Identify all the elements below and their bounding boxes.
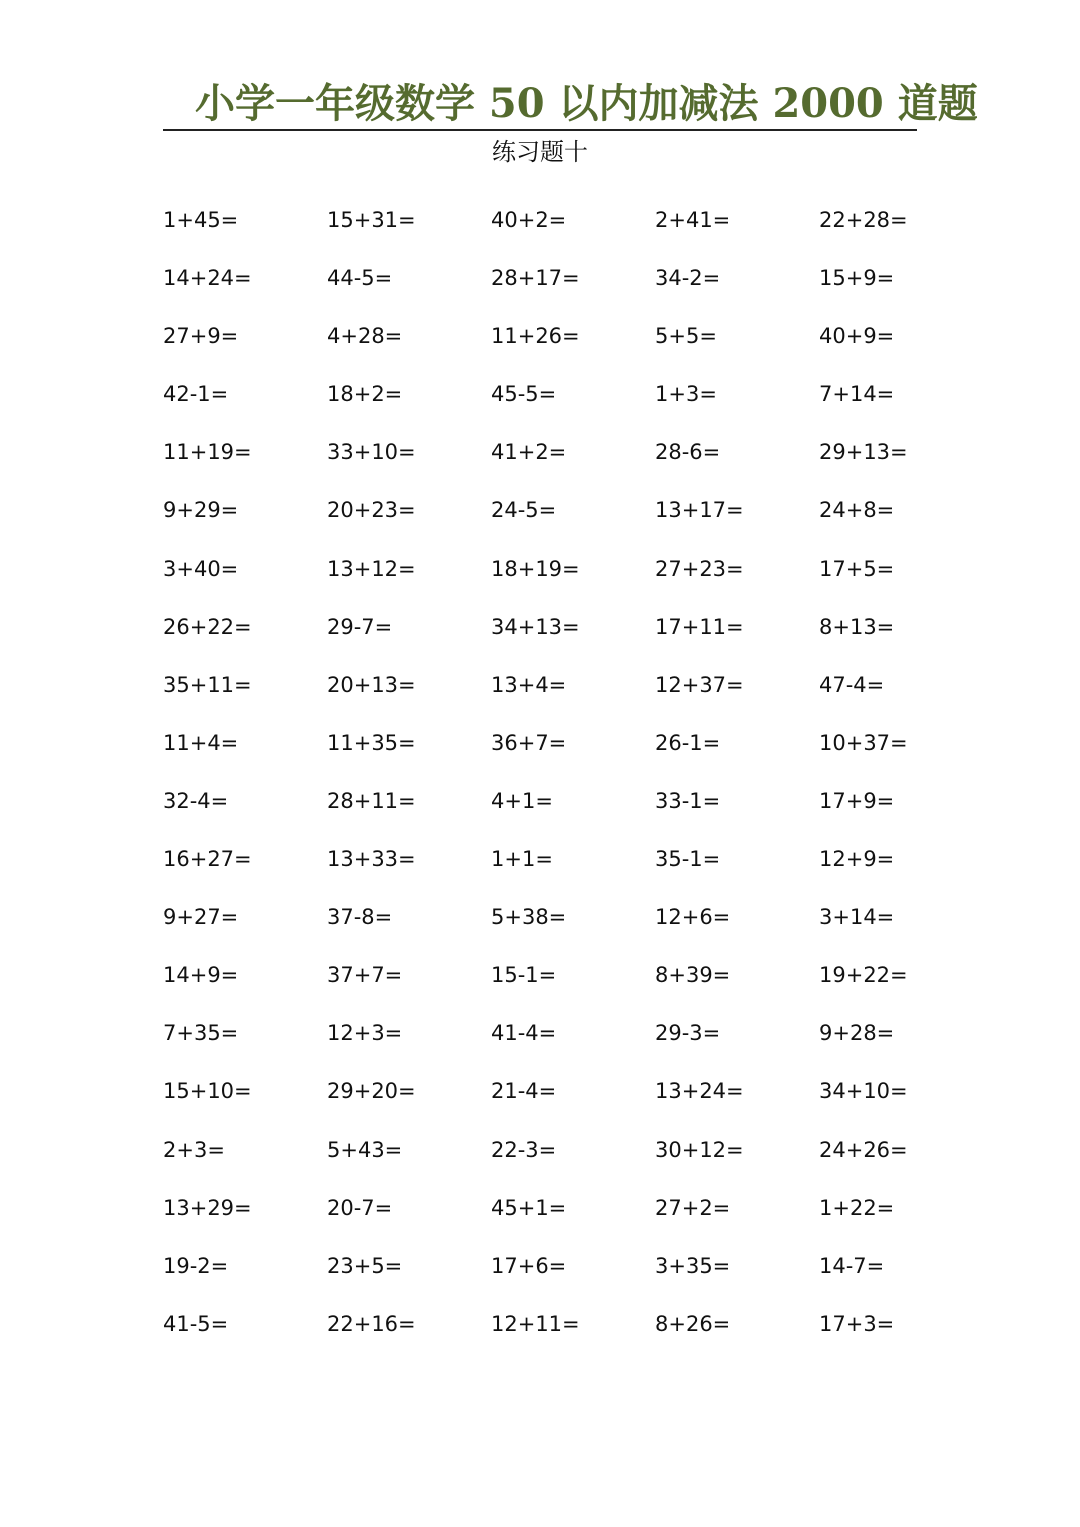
math-problem: 17+9=: [819, 788, 895, 813]
math-problem: 19-2=: [163, 1253, 229, 1278]
problem-row: [163, 373, 983, 431]
math-problem: 15-1=: [491, 963, 557, 988]
math-problem: 9+28=: [819, 1021, 895, 1046]
math-problem: 13+29=: [163, 1195, 252, 1220]
math-problem: 45+1=: [491, 1195, 567, 1220]
math-problem: 15+10=: [163, 1079, 252, 1104]
math-problem: 15+31=: [327, 208, 416, 232]
title-underline: [163, 129, 917, 131]
math-problem: 47-4=: [819, 672, 885, 697]
math-problem: 26+22=: [163, 614, 252, 639]
problem-row: [163, 896, 983, 954]
math-problem: 12+11=: [491, 1311, 580, 1336]
math-problem: 19+22=: [819, 963, 908, 988]
math-problem: 18+19=: [491, 556, 580, 581]
math-problem: 28+17=: [491, 266, 580, 291]
math-problem: 45-5=: [491, 382, 557, 407]
math-problem: 22+28=: [819, 208, 908, 232]
problem-row: [163, 1129, 983, 1187]
math-problem: 11+19=: [163, 440, 252, 465]
math-problem: 7+14=: [819, 382, 895, 407]
problem-row: [163, 1303, 983, 1361]
math-problem: 4+1=: [491, 788, 553, 813]
math-problem: 13+33=: [327, 847, 416, 872]
math-problem: 32-4=: [163, 788, 229, 813]
math-problem: 14-7=: [819, 1253, 885, 1278]
problem-row: [163, 954, 983, 1012]
math-problem: 41-4=: [491, 1021, 557, 1046]
math-problem: 18+2=: [327, 382, 403, 407]
math-problem: 15+9=: [819, 266, 895, 291]
math-problem: 13+17=: [655, 498, 744, 523]
math-problem: 5+38=: [491, 905, 567, 930]
math-problem: 29+20=: [327, 1079, 416, 1104]
problem-grid: [163, 199, 983, 1361]
problem-row: [163, 606, 983, 664]
math-problem: 17+6=: [491, 1253, 567, 1278]
math-problem: 2+3=: [163, 1137, 225, 1162]
math-problem: 44-5=: [327, 266, 393, 291]
math-problem: 34+10=: [819, 1079, 908, 1104]
math-problem: 29-3=: [655, 1021, 721, 1046]
problem-row: [163, 315, 983, 373]
math-problem: 11+35=: [327, 730, 416, 755]
math-problem: 27+23=: [655, 556, 744, 581]
math-problem: 29+13=: [819, 440, 908, 465]
math-problem: 8+39=: [655, 963, 731, 988]
math-problem: 17+5=: [819, 556, 895, 581]
math-problem: 24+26=: [819, 1137, 908, 1162]
problem-row: [163, 838, 983, 896]
math-problem: 14+9=: [163, 963, 239, 988]
math-problem: 35-1=: [655, 847, 721, 872]
math-problem: 13+4=: [491, 672, 567, 697]
math-problem: 12+3=: [327, 1021, 403, 1046]
problem-row: [163, 722, 983, 780]
math-problem: 37-8=: [327, 905, 393, 930]
math-problem: 9+27=: [163, 905, 239, 930]
math-problem: 20-7=: [327, 1195, 393, 1220]
math-problem: 12+9=: [819, 847, 895, 872]
problem-row: [163, 548, 983, 606]
math-problem: 1+22=: [819, 1195, 895, 1220]
exercise-subtitle: 练习题十: [492, 138, 588, 166]
math-problem: 23+5=: [327, 1253, 403, 1278]
problem-row: [163, 431, 983, 489]
math-problem: 11+4=: [163, 730, 239, 755]
math-problem: 1+3=: [655, 382, 717, 407]
math-problem: 3+40=: [163, 556, 239, 581]
math-problem: 35+11=: [163, 672, 252, 697]
math-problem: 12+6=: [655, 905, 731, 930]
math-problem: 22-3=: [491, 1137, 557, 1162]
math-problem: 8+13=: [819, 614, 895, 639]
math-problem: 17+11=: [655, 614, 744, 639]
math-problem: 40+9=: [819, 324, 895, 349]
math-problem: 5+43=: [327, 1137, 403, 1162]
math-problem: 8+26=: [655, 1311, 731, 1336]
problem-row: [163, 1070, 983, 1128]
problem-row: [163, 199, 983, 257]
math-problem: 13+12=: [327, 556, 416, 581]
math-problem: 22+16=: [327, 1311, 416, 1336]
page-title: 小学一年级数学 50 以内加减法 2000 道题: [195, 80, 978, 127]
math-problem: 40+2=: [491, 208, 567, 232]
problem-row: [163, 664, 983, 722]
math-problem: 3+35=: [655, 1253, 731, 1278]
math-problem: 33-1=: [655, 788, 721, 813]
math-problem: 29-7=: [327, 614, 393, 639]
math-problem: 20+23=: [327, 498, 416, 523]
math-problem: 5+5=: [655, 324, 717, 349]
math-problem: 7+35=: [163, 1021, 239, 1046]
problem-row: [163, 1012, 983, 1070]
math-problem: 17+3=: [819, 1311, 895, 1336]
math-problem: 41+2=: [491, 440, 567, 465]
math-problem: 11+26=: [491, 324, 580, 349]
problem-row: [163, 1245, 983, 1303]
math-problem: 13+24=: [655, 1079, 744, 1104]
problem-row: [163, 257, 983, 315]
math-problem: 28+11=: [327, 788, 416, 813]
math-problem: 9+29=: [163, 498, 239, 523]
problem-row: [163, 1187, 983, 1245]
problem-row: [163, 780, 983, 838]
math-problem: 36+7=: [491, 730, 567, 755]
math-problem: 1+1=: [491, 847, 553, 872]
math-problem: 26-1=: [655, 730, 721, 755]
math-problem: 2+41=: [655, 208, 731, 232]
math-problem: 30+12=: [655, 1137, 744, 1162]
math-problem: 3+14=: [819, 905, 895, 930]
math-problem: 28-6=: [655, 440, 721, 465]
math-problem: 10+37=: [819, 730, 908, 755]
math-problem: 27+2=: [655, 1195, 731, 1220]
math-problem: 24+8=: [819, 498, 895, 523]
math-problem: 33+10=: [327, 440, 416, 465]
math-problem: 34-2=: [655, 266, 721, 291]
math-problem: 34+13=: [491, 614, 580, 639]
math-problem: 12+37=: [655, 672, 744, 697]
problem-row: [163, 489, 983, 547]
math-problem: 42-1=: [163, 382, 229, 407]
math-problem: 16+27=: [163, 847, 252, 872]
math-problem: 27+9=: [163, 324, 239, 349]
math-problem: 1+45=: [163, 208, 239, 232]
math-problem: 20+13=: [327, 672, 416, 697]
math-problem: 41-5=: [163, 1311, 229, 1336]
math-problem: 24-5=: [491, 498, 557, 523]
math-problem: 4+28=: [327, 324, 403, 349]
math-problem: 21-4=: [491, 1079, 557, 1104]
math-problem: 14+24=: [163, 266, 252, 291]
math-problem: 37+7=: [327, 963, 403, 988]
